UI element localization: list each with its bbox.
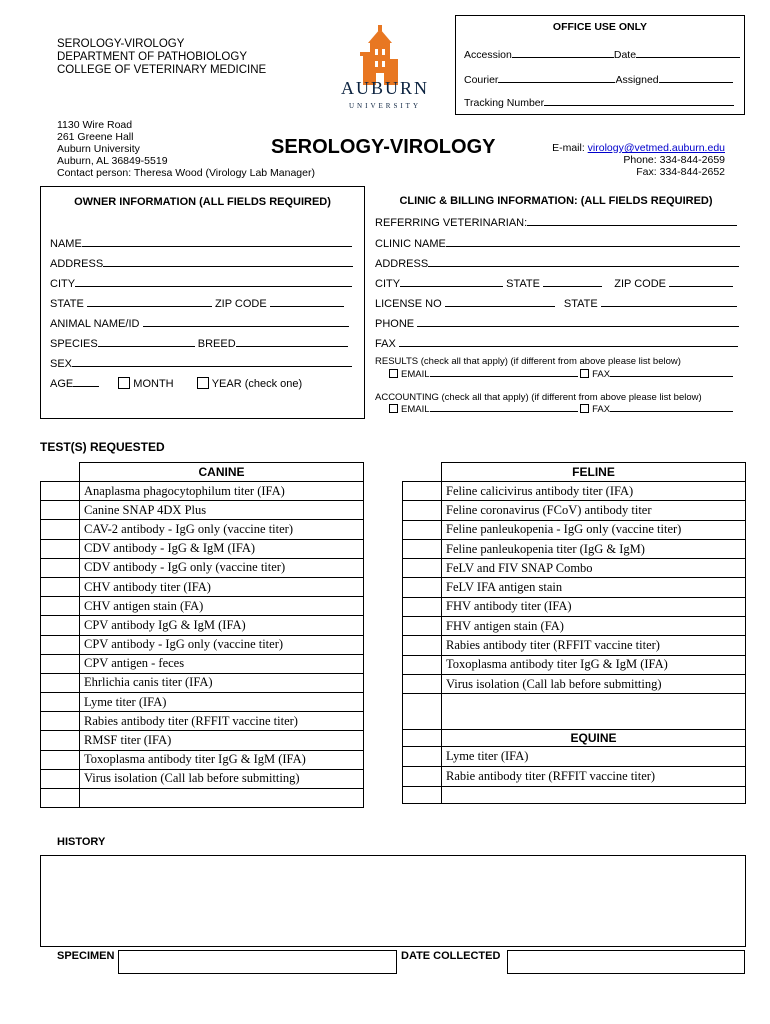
table-row (403, 482, 746, 501)
table-row (41, 693, 364, 712)
canine-test-name: CDV antibody - IgG only (vaccine titer) (80, 558, 364, 577)
table-row (41, 712, 364, 731)
animal-name-field[interactable]: ANIMAL NAME/ID (50, 316, 349, 330)
results-fax-checkbox[interactable] (580, 369, 589, 378)
feline-test-name: FeLV IFA antigen stain (442, 578, 746, 597)
canine-test-name: Anaplasma phagocytophilum titer (IFA) (80, 482, 364, 501)
auburn-logo (335, 25, 435, 115)
logo-subtitle: UNIVERSITY (349, 102, 421, 110)
table-row (41, 482, 364, 501)
canine-test-name: Ehrlichia canis titer (IFA) (80, 673, 364, 692)
canine-test-name: Lyme titer (IFA) (80, 693, 364, 712)
feline-test-name: Virus isolation (Call lab before submitting) (442, 674, 746, 693)
clinic-name-field[interactable]: CLINIC NAME (375, 236, 740, 250)
canine-test-name: CPV antigen - feces (80, 654, 364, 673)
canine-checkbox[interactable] (41, 693, 80, 712)
feline-tests-table (402, 462, 746, 804)
canine-test-name: Toxoplasma antibody titer IgG & IgM (IFA) (80, 750, 364, 769)
date-collected-input[interactable] (507, 950, 745, 974)
feline-checkbox[interactable] (403, 655, 442, 674)
equine-title: EQUINE (442, 730, 746, 747)
species-breed-field[interactable]: SPECIES BREED (50, 336, 348, 350)
canine-test-name: CHV antibody titer (IFA) (80, 577, 364, 596)
feline-checkbox[interactable] (403, 520, 442, 539)
canine-test-name: CDV antibody - IgG & IgM (IFA) (80, 539, 364, 558)
canine-checkbox[interactable] (41, 654, 80, 673)
equine-checkbox[interactable] (403, 747, 442, 767)
clinic-address-field[interactable]: ADDRESS (375, 256, 739, 270)
specimen-label: SPECIMEN (57, 950, 115, 962)
table-row (41, 673, 364, 692)
canine-test-name: CPV antibody IgG & IgM (IFA) (80, 616, 364, 635)
table-row (41, 539, 364, 558)
feline-checkbox[interactable] (403, 674, 442, 693)
table-row (41, 654, 364, 673)
feline-checkbox[interactable] (403, 694, 442, 730)
canine-checkbox[interactable] (41, 712, 80, 731)
page-title: SEROLOGY-VIROLOGY (271, 136, 496, 158)
feline-checkbox[interactable] (403, 559, 442, 578)
canine-checkbox[interactable] (41, 539, 80, 558)
results-email-checkbox[interactable] (389, 369, 398, 378)
table-row (403, 501, 746, 520)
feline-checkbox[interactable] (403, 597, 442, 616)
clinic-info-title: CLINIC & BILLING INFORMATION: (ALL FIELDS REQUIRED) (399, 195, 713, 207)
address-line4: Auburn, AL 36849-5519 (57, 155, 168, 167)
canine-test-name: CAV-2 antibody - IgG only (vaccine titer) (80, 520, 364, 539)
owner-info-title: OWNER INFORMATION (ALL FIELDS REQUIRED) (74, 196, 331, 208)
tracking-field[interactable]: Tracking Number (464, 95, 734, 109)
table-row (41, 769, 364, 788)
feline-test-name: Feline calicivirus antibody titer (IFA) (442, 482, 746, 501)
table-row (403, 694, 746, 730)
dept-line3: COLLEGE OF VETERINARY MEDICINE (57, 64, 267, 76)
department-block (57, 38, 266, 77)
clinic-city-field[interactable]: CITY STATE ZIP CODE (375, 276, 733, 290)
specimen-input[interactable] (118, 950, 397, 974)
table-row (403, 747, 746, 767)
referring-vet-field[interactable]: REFERRING VETERINARIAN: (375, 215, 737, 229)
table-row (41, 731, 364, 750)
history-textarea[interactable] (40, 855, 746, 947)
tests-heading: TEST(S) REQUESTED (40, 440, 165, 454)
table-row (41, 750, 364, 769)
canine-test-name (80, 789, 364, 808)
equine-test-name (442, 787, 746, 804)
canine-test-name: CHV antigen stain (FA) (80, 597, 364, 616)
equine-test-name: Lyme titer (IFA) (442, 747, 746, 767)
accounting-fax-checkbox[interactable] (580, 404, 589, 413)
feline-checkbox[interactable] (403, 578, 442, 597)
feline-title: FELINE (442, 463, 746, 482)
table-row (41, 616, 364, 635)
canine-test-name: Virus isolation (Call lab before submitting) (80, 769, 364, 788)
contact-block: E-mail: virology@vetmed.auburn.edu Phone: 334-844-2659 Fax: 334-844-2652 (552, 142, 725, 178)
table-row (403, 655, 746, 674)
canine-tests-table (40, 462, 364, 808)
feline-test-name: Feline panleukopenia - IgG only (vaccine titer) (442, 520, 746, 539)
table-row (41, 635, 364, 654)
equine-checkbox[interactable] (403, 767, 442, 787)
canine-checkbox[interactable] (41, 750, 80, 769)
dept-line1: SEROLOGY-VIROLOGY (57, 38, 185, 50)
canine-checkbox[interactable] (41, 673, 80, 692)
table-row (403, 520, 746, 539)
year-checkbox[interactable] (197, 377, 209, 389)
dept-line2: DEPARTMENT OF PATHOBIOLOGY (57, 51, 247, 63)
history-label: HISTORY (57, 836, 106, 848)
canine-checkbox[interactable] (41, 558, 80, 577)
accounting-label: ACCOUNTING (check all that apply) (if different from above please list below) (375, 392, 702, 403)
table-row (403, 767, 746, 787)
phone-text: Phone: 334-844-2659 (623, 154, 725, 166)
accounting-contact-row[interactable]: EMAIL FAX (389, 403, 733, 415)
logo-wordmark: AUBURN (340, 78, 429, 98)
canine-checkbox[interactable] (41, 520, 80, 539)
address-line3: Auburn University (57, 143, 140, 155)
feline-checkbox[interactable] (403, 482, 442, 501)
license-field[interactable]: LICENSE NO STATE (375, 296, 737, 310)
office-use-title: OFFICE USE ONLY (552, 21, 648, 33)
canine-checkbox[interactable] (41, 789, 80, 808)
address-line1: 1130 Wire Road (57, 119, 133, 131)
canine-checkbox[interactable] (41, 597, 80, 616)
feline-checkbox[interactable] (403, 636, 442, 655)
canine-checkbox[interactable] (41, 635, 80, 654)
table-row (403, 787, 746, 804)
table-row (41, 577, 364, 596)
table-row (403, 617, 746, 636)
canine-test-name: RMSF titer (IFA) (80, 731, 364, 750)
owner-address-field[interactable]: ADDRESS (50, 256, 353, 270)
canine-checkbox[interactable] (41, 577, 80, 596)
canine-checkbox[interactable] (41, 482, 80, 501)
table-row (403, 674, 746, 693)
accession-field[interactable]: Accession Date (464, 47, 740, 61)
canine-checkbox[interactable] (41, 769, 80, 788)
office-use-box (455, 15, 745, 115)
feline-test-name: FeLV and FIV SNAP Combo (442, 559, 746, 578)
courier-field[interactable]: Courier Assigned (464, 72, 733, 86)
canine-test-name: CPV antibody - IgG only (vaccine titer) (80, 635, 364, 654)
canine-test-name: Canine SNAP 4DX Plus (80, 501, 364, 520)
feline-test-name: Toxoplasma antibody titer IgG & IgM (IFA) (442, 655, 746, 674)
clinic-fax-field[interactable]: FAX (375, 336, 738, 350)
table-row (403, 559, 746, 578)
month-checkbox[interactable] (118, 377, 130, 389)
table-row (41, 789, 364, 808)
table-row (41, 520, 364, 539)
feline-test-name: Feline coronavirus (FCoV) antibody titer (442, 501, 746, 520)
sex-field[interactable]: SEX (50, 356, 352, 370)
feline-test-name: FHV antibody titer (IFA) (442, 597, 746, 616)
owner-name-field[interactable]: NAME (50, 236, 352, 250)
equine-checkbox[interactable] (403, 787, 442, 804)
email-link[interactable]: virology@vetmed.auburn.edu (587, 142, 725, 154)
table-row (41, 501, 364, 520)
contact-person: Contact person: Theresa Wood (Virology Lab Manager) (57, 167, 315, 179)
feline-checkbox[interactable] (403, 501, 442, 520)
feline-checkbox[interactable] (403, 617, 442, 636)
fax-text: Fax: 334-844-2652 (636, 166, 725, 178)
equine-header-box (403, 730, 442, 747)
feline-test-name: Feline panleukopenia titer (IgG & IgM) (442, 539, 746, 558)
owner-city-field[interactable]: CITY (50, 276, 352, 290)
owner-state-field[interactable]: STATE ZIP CODE (50, 296, 344, 310)
specimen-row (40, 947, 746, 979)
table-row (403, 578, 746, 597)
equine-test-name: Rabie antibody titer (RFFIT vaccine titer) (442, 767, 746, 787)
canine-checkbox[interactable] (41, 731, 80, 750)
table-row (403, 539, 746, 558)
spacer-cell (442, 694, 746, 730)
age-field[interactable]: AGE MONTH YEAR (check one) (50, 378, 303, 390)
clinic-phone-field[interactable]: PHONE (375, 316, 739, 330)
results-contact-row[interactable]: EMAIL FAX (389, 368, 733, 380)
table-row (403, 636, 746, 655)
table-row (41, 597, 364, 616)
canine-title: CANINE (80, 463, 364, 482)
table-row (41, 558, 364, 577)
address-line2: 261 Greene Hall (57, 131, 134, 143)
canine-test-name: Rabies antibody titer (RFFIT vaccine titer) (80, 712, 364, 731)
table-row (403, 597, 746, 616)
feline-test-name: Rabies antibody titer (RFFIT vaccine titer) (442, 636, 746, 655)
canine-checkbox[interactable] (41, 616, 80, 635)
accounting-email-checkbox[interactable] (389, 404, 398, 413)
results-label: RESULTS (check all that apply) (if different from above please list below) (375, 356, 681, 367)
canine-checkbox[interactable] (41, 501, 80, 520)
feline-test-name: FHV antigen stain (FA) (442, 617, 746, 636)
date-collected-label: DATE COLLECTED (401, 950, 501, 962)
feline-checkbox[interactable] (403, 539, 442, 558)
